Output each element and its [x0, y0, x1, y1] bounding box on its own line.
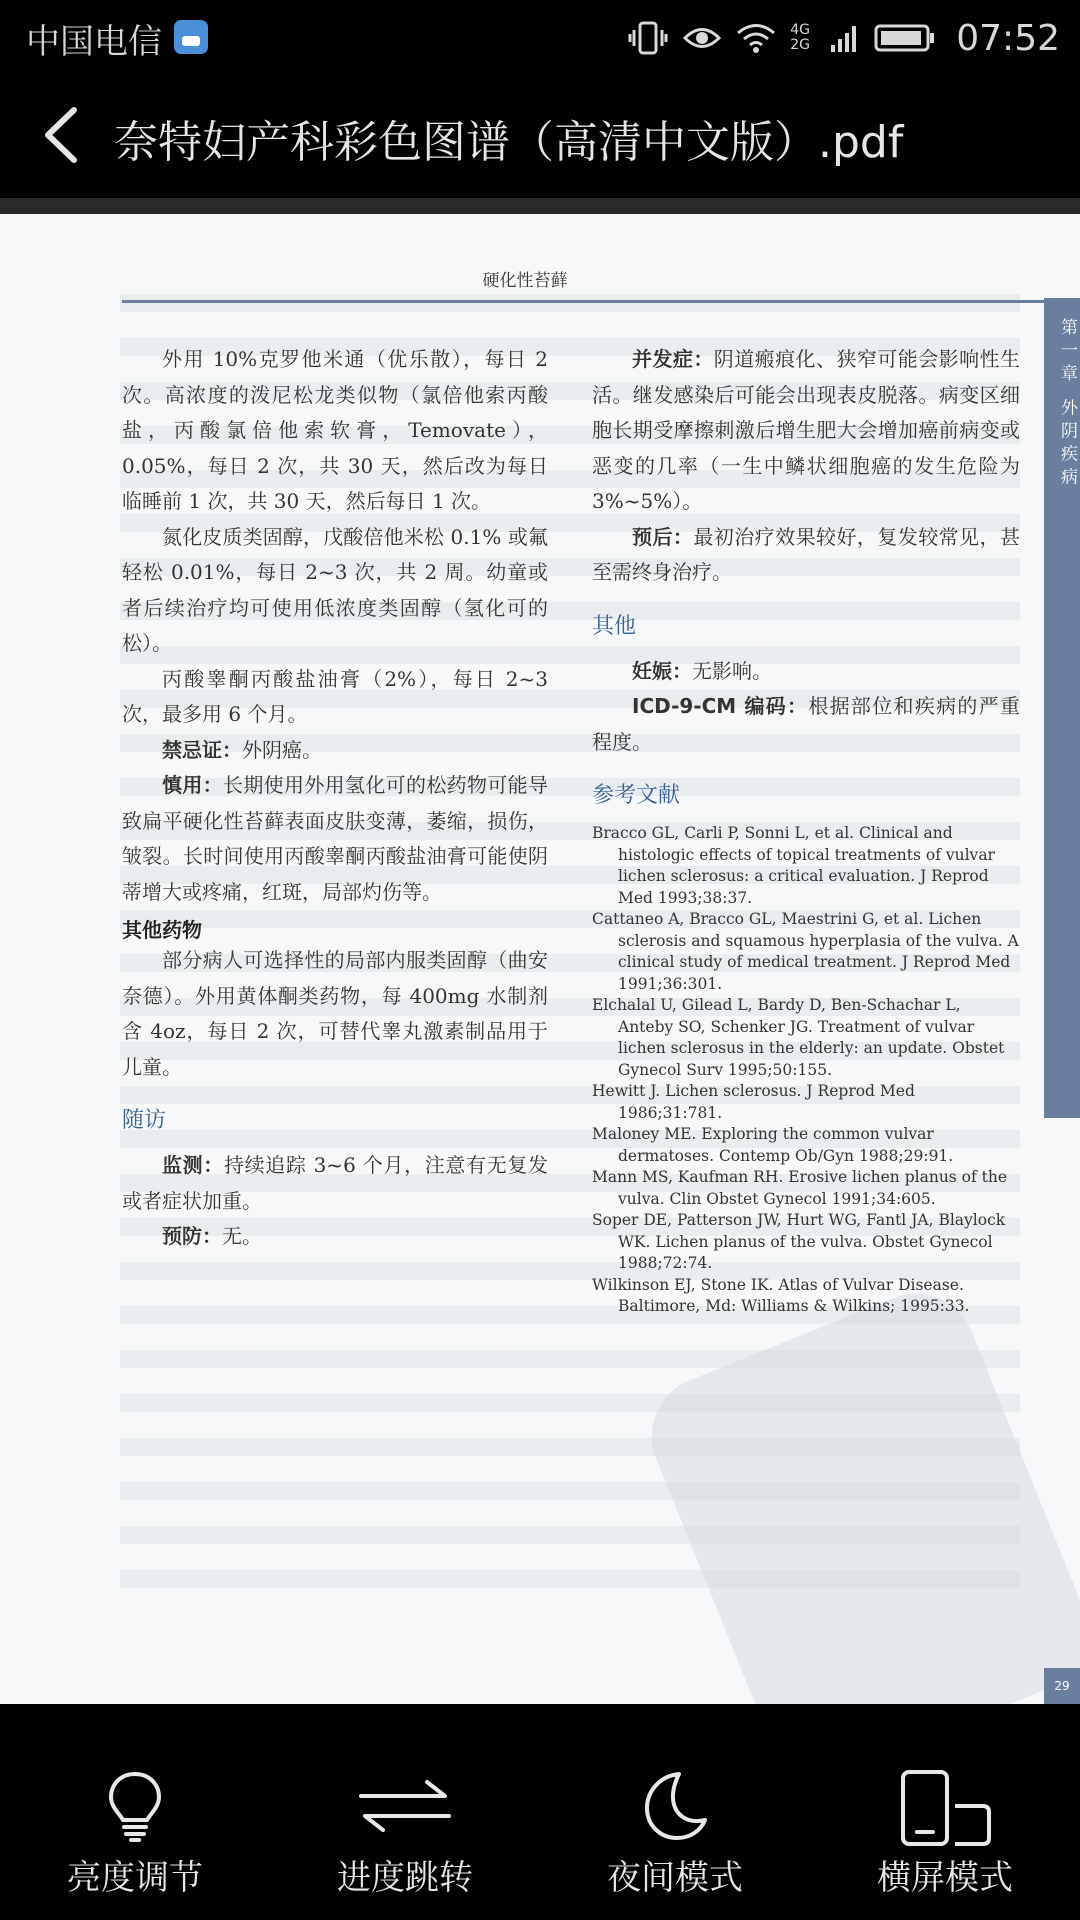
vibrate-icon — [628, 20, 668, 56]
lightbulb-icon — [103, 1770, 167, 1842]
body-paragraph — [592, 689, 1020, 760]
status-icons — [628, 14, 1060, 62]
paragraph-term: 慎用： — [162, 773, 223, 797]
header-divider — [0, 198, 1080, 214]
body-paragraph — [122, 768, 548, 910]
eye-comfort-icon — [682, 23, 722, 53]
body-paragraph: 部分病人可选择性的局部内服类固醇（曲安奈德）。外用黄体酮类药物，每 400mg 水制剂含 4oz，每日 2 次，可替代睾丸激素制品用于儿童。 — [122, 948, 548, 1079]
landscape-mode-button[interactable] — [810, 1704, 1080, 1920]
section-heading: 随访 — [122, 1108, 167, 1133]
reference-item: Bracco GL, Carli P, Sonni L, et al. Clinical and histologic effects of topical treatments of vulvar lichen sclerosus: a critical evaluation. J Reprod Med 1993;38:37. — [592, 824, 995, 907]
header-rule — [122, 300, 1052, 303]
subsection-heading: 其他药物 — [122, 918, 202, 942]
reference-item: Maloney ME. Exploring the common vulvar dermatoses. Contemp Ob/Gyn 1988;29:91. — [592, 1125, 954, 1165]
reference-list — [592, 823, 1020, 1318]
body-paragraph — [592, 342, 1020, 520]
section-heading: 其他 — [592, 613, 637, 639]
paragraph-text: 无。 — [222, 1224, 262, 1248]
paragraph-term: ICD-9-CM 编码： — [632, 694, 809, 718]
back-button[interactable] — [28, 100, 98, 170]
body-paragraph — [592, 654, 1020, 690]
body-paragraph — [122, 1148, 548, 1219]
paragraph-text: 无影响。 — [692, 658, 772, 683]
progress-jump-button[interactable] — [270, 1704, 540, 1920]
page-number: 29 — [1044, 1668, 1080, 1704]
body-paragraph — [122, 733, 548, 769]
paragraph-text: 持续追踪 3~6 个月，注意有无复发或者症状加重。 — [122, 1153, 549, 1213]
pdf-page-view[interactable] — [0, 214, 1080, 1704]
paragraph-text: 最初治疗效果较好，复发较常见，甚至需终身治疗。 — [592, 524, 1021, 584]
bottom-toolbar — [0, 1704, 1080, 1920]
status-bar — [0, 0, 1080, 76]
progress-jump-label: 进度跳转 — [337, 1858, 473, 1898]
paragraph-term: 预防： — [162, 1224, 222, 1248]
paragraph-text: 根据部位和疾病的严重程度。 — [592, 694, 1021, 754]
signal-icon — [830, 23, 860, 53]
notification-app-icon — [174, 20, 208, 54]
paragraph-text: 阴道瘢痕化、狭窄可能会影响性生活。继发感染后可能会出现表皮脱落。病变区细胞长期受摩擦刺激后增生肥大会增加癌前病变或恶变的几率（一生中鳞状细胞癌的发生危险为 3%~5%）。 — [592, 347, 1021, 513]
rotate-screen-icon — [897, 1770, 993, 1846]
right-column — [592, 342, 1020, 1318]
left-column — [122, 342, 548, 1255]
landscape-mode-label: 横屏模式 — [877, 1858, 1013, 1898]
running-head: 硬化性苔藓 — [482, 271, 568, 291]
brightness-label: 亮度调节 — [67, 1858, 203, 1898]
section-heading: 参考文献 — [592, 783, 681, 808]
reference-item: Mann MS, Kaufman RH. Erosive lichen planus of the vulva. Clin Obstet Gynecol 1991;34:605. — [592, 1168, 1008, 1208]
brightness-button[interactable] — [0, 1704, 270, 1920]
network-type-label: 4G 2G — [790, 22, 811, 53]
paragraph-term: 监测： — [162, 1153, 224, 1177]
body-paragraph: 氮化皮质类固醇，戊酸倍他米松 0.1% 或氟轻松 0.01%，每日 2~3 次，共 2 周。幼童或者后续治疗均可使用低浓度类固醇（氢化可的松）。 — [122, 524, 548, 655]
moon-icon — [639, 1770, 711, 1842]
reference-item: Wilkinson EJ, Stone IK. Atlas of Vulvar Disease. Baltimore, Md: Williams & Wilkins; 1995:33. — [592, 1275, 970, 1315]
paragraph-term: 并发症： — [632, 347, 714, 371]
chevron-left-icon — [28, 100, 98, 170]
carrier-label: 中国电信 — [26, 22, 162, 62]
battery-icon — [874, 23, 936, 53]
title-bar — [0, 76, 1080, 198]
paragraph-term: 禁忌证： — [162, 737, 242, 762]
body-paragraph — [592, 520, 1020, 591]
reference-item: Soper DE, Patterson JW, Hurt WG, Fantl JA, Blaylock WK. Lichen planus of the vulva. Obstet Gynecol 1988;72:74. — [592, 1211, 1006, 1272]
swap-arrows-icon — [355, 1770, 455, 1842]
clock: 07:52 — [956, 17, 1060, 59]
body-paragraph — [122, 1219, 548, 1255]
reference-item: Hewitt J. Lichen sclerosus. J Reprod Med 1986;31:781. — [592, 1082, 915, 1122]
reference-item: Cattaneo A, Bracco GL, Maestrini G, et al. Lichen sclerosis and squamous hyperplasia of the vulva. A clinical study of medical treatment. J Reprod Med 1991;36:301. — [592, 910, 1019, 993]
chapter-tab: 第一章 外阴疾病 — [1044, 298, 1080, 1118]
wifi-icon — [736, 22, 776, 54]
body-paragraph: 外用 10%克罗他米通（优乐散），每日 2 次。高浓度的泼尼松龙类似物（氯倍他索丙酸盐，丙酸氯倍他索软膏，Temovate），0.05%，每日 2 次，共 30 天，然后改为每日临睡前 1 次，共 30 天，然后每日 1 次。 — [122, 347, 548, 513]
paragraph-text: 长期使用外用氢化可的松药物可能导致扁平硬化性苔藓表面皮肤变薄，萎缩，损伤，皱裂。长时间使用丙酸睾酮丙酸盐油膏可能使阴蒂增大或疼痛，红斑，局部灼伤等。 — [122, 773, 548, 904]
night-mode-button[interactable] — [540, 1704, 810, 1920]
paragraph-text: 外阴癌。 — [242, 737, 322, 762]
night-mode-label: 夜间模式 — [607, 1858, 743, 1898]
document-title: 奈特妇产科彩色图谱（高清中文版）.pdf — [114, 117, 904, 168]
paragraph-term: 预后： — [632, 524, 694, 549]
reference-item: Elchalal U, Gilead L, Bardy D, Ben-Schachar L, Anteby SO, Schenker JG. Treatment of vulvar lichen sclerosus in the elderly: an update. Obstet Gynecol Surv 1995;50:155. — [592, 996, 1005, 1079]
body-paragraph: 丙酸睾酮丙酸盐油膏（2%），每日 2~3 次，最多用 6 个月。 — [122, 666, 548, 726]
paragraph-term: 妊娠： — [632, 658, 692, 683]
